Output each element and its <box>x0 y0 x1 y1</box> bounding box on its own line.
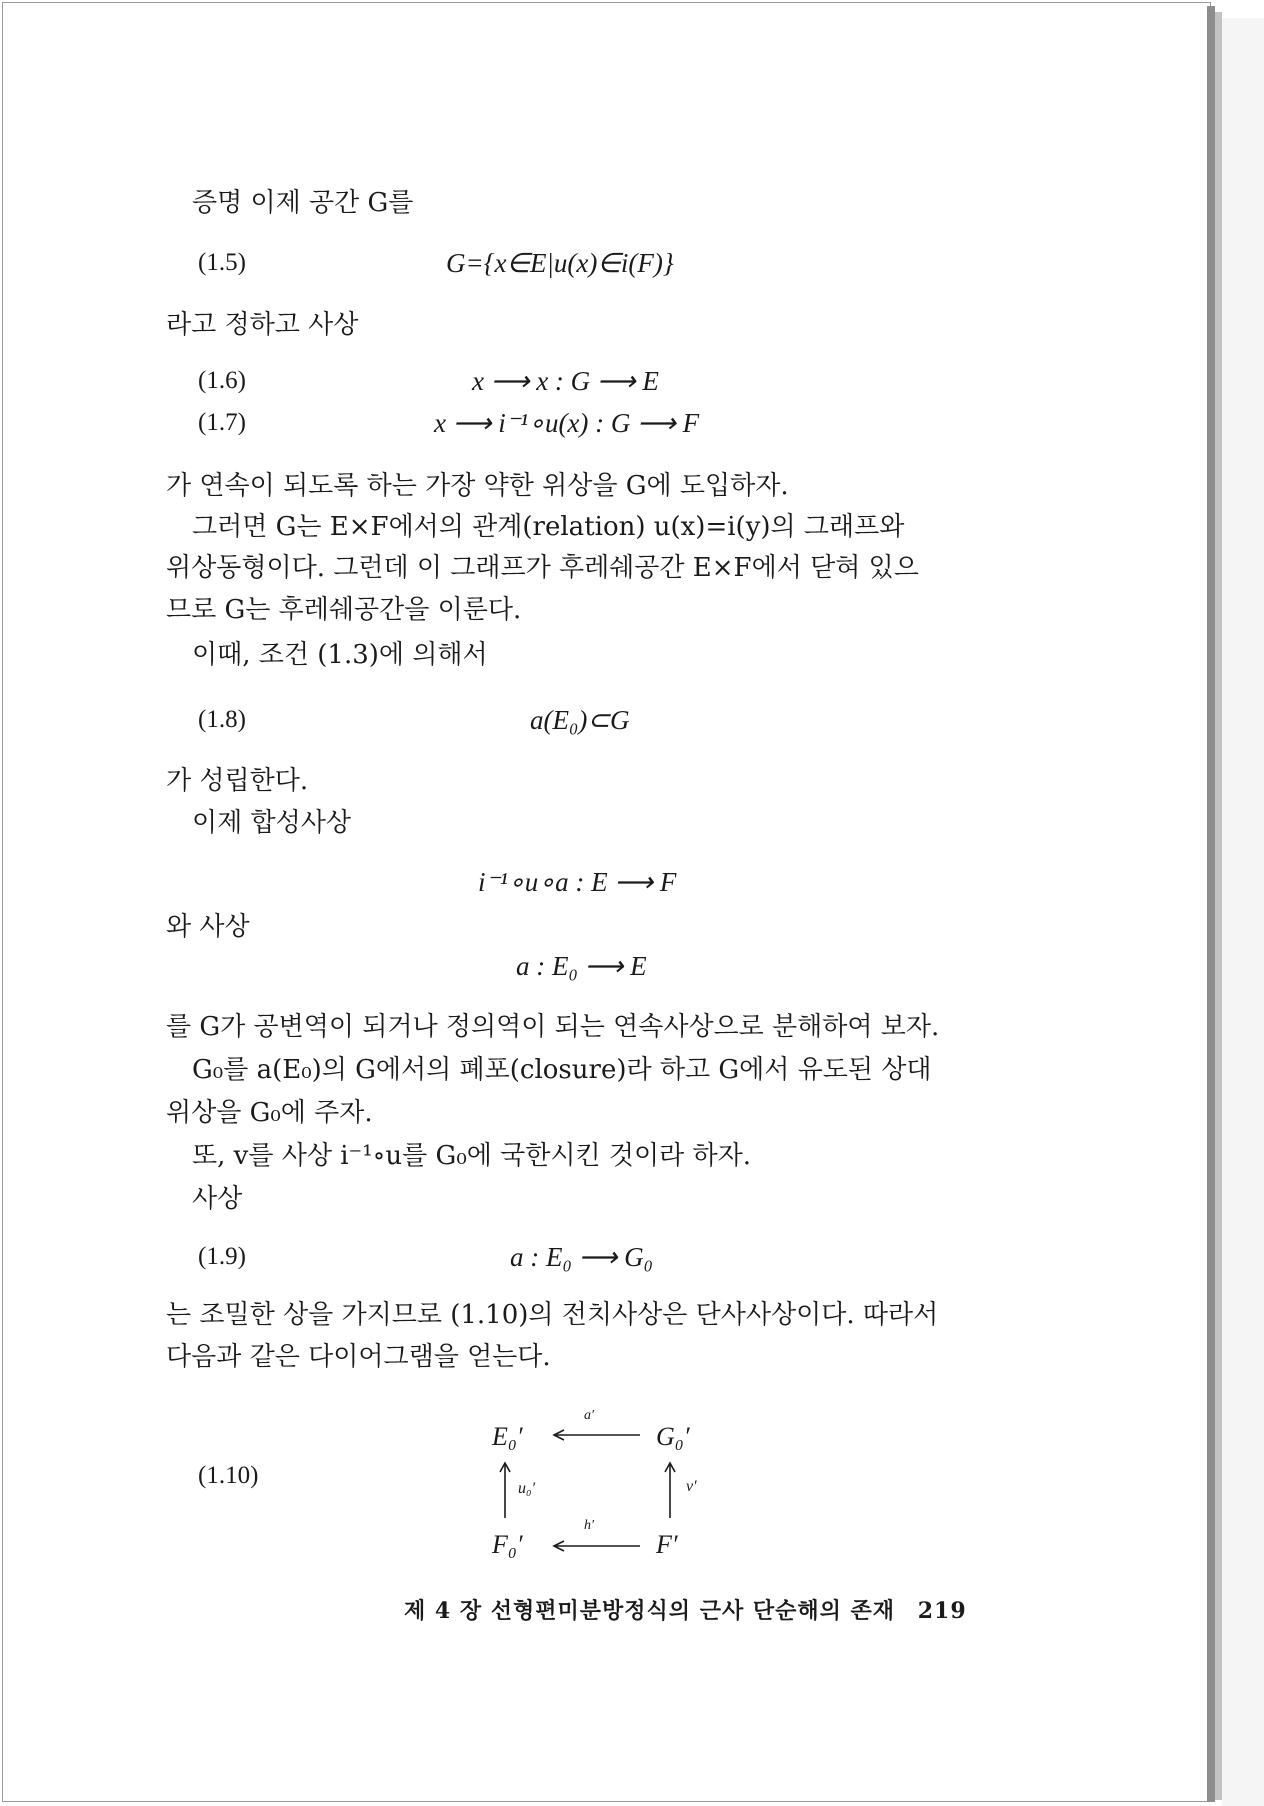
equation-number: (1.8) <box>198 706 246 733</box>
equation-number: (1.6) <box>198 367 246 394</box>
page-edge <box>1215 12 1222 1800</box>
chapter-title: 제 4 장 선형편미분방정식의 근사 단순해의 존재 <box>404 1598 896 1624</box>
diagram-right-arrow-label: v′ <box>686 1478 697 1495</box>
diagram-bottom-left: F₀′ <box>492 1530 523 1559</box>
page-number: 219 <box>917 1598 967 1624</box>
text-line: 라고 정하고 사상 <box>166 310 359 340</box>
text-line: 사상 <box>192 1184 243 1214</box>
equation-map-a: a : E₀ ⟶ E <box>516 951 647 981</box>
text-line: 므로 G는 후레쉐공간을 이룬다. <box>166 595 522 625</box>
running-footer <box>404 1594 967 1625</box>
diagram-top-arrow-label: a′ <box>584 1408 595 1423</box>
page-edge <box>1222 18 1264 1806</box>
text-line: G₀를 a(E₀)의 G에서의 폐포(closure)라 하고 G에서 유도된 상대 <box>192 1055 932 1085</box>
text-line: 를 G가 공변역이 되거나 정의역이 되는 연속사상으로 분해하여 보자. <box>166 1012 940 1042</box>
text-line: 다음과 같은 다이어그램을 얻는다. <box>166 1342 551 1372</box>
text-line: 그러면 G는 E×F에서의 관계(relation) u(x)=i(y)의 그래프와 <box>192 512 905 542</box>
equation-number: (1.5) <box>198 249 246 276</box>
page-edge <box>1207 6 1215 1802</box>
text-line: 는 조밀한 상을 가지므로 (1.10)의 전치사상은 단사사상이다. 따라서 <box>166 1300 939 1330</box>
diagram-top-left: E₀′ <box>492 1422 523 1451</box>
equation-1-9: a : E₀ ⟶ G₀ <box>510 1242 653 1272</box>
equation-number: (1.7) <box>198 409 246 436</box>
diagram-arrows <box>480 1408 720 1564</box>
text-line: 이제 합성사상 <box>192 808 351 838</box>
commutative-diagram <box>480 1408 720 1564</box>
equation-composite: i⁻¹∘u∘a : E ⟶ F <box>478 867 677 897</box>
diagram-bottom-right: F′ <box>656 1530 678 1559</box>
text-line: 와 사상 <box>166 912 250 942</box>
equation-1-8: a(E₀)⊂G <box>530 705 630 735</box>
diagram-bottom-arrow-label: h′ <box>584 1518 595 1533</box>
text-line: 위상동형이다. 그런데 이 그래프가 후레쉐공간 E×F에서 닫혀 있으 <box>166 553 919 583</box>
diagram-left-arrow-label: u₀′ <box>518 1480 536 1497</box>
equation-number: (1.9) <box>198 1243 246 1270</box>
proof-intro: 증명 이제 공간 G를 <box>192 188 414 218</box>
equation-1-7: x ⟶ i⁻¹∘u(x) : G ⟶ F <box>434 408 700 438</box>
text-line: 또, v를 사상 i⁻¹∘u를 G₀에 국한시킨 것이라 하자. <box>192 1141 751 1171</box>
text-line: 가 성립한다. <box>166 766 309 796</box>
text-line: 가 연속이 되도록 하는 가장 약한 위상을 G에 도입하자. <box>166 471 789 501</box>
diagram-top-right: G₀′ <box>656 1422 690 1451</box>
text-line: 위상을 G₀에 주자. <box>166 1098 373 1128</box>
equation-number: (1.10) <box>198 1462 259 1489</box>
equation-1-5: G={x∈E|u(x)∈i(F)} <box>446 248 674 278</box>
equation-1-6: x ⟶ x : G ⟶ E <box>472 366 659 396</box>
text-line: 이때, 조건 (1.3)에 의해서 <box>192 640 488 670</box>
